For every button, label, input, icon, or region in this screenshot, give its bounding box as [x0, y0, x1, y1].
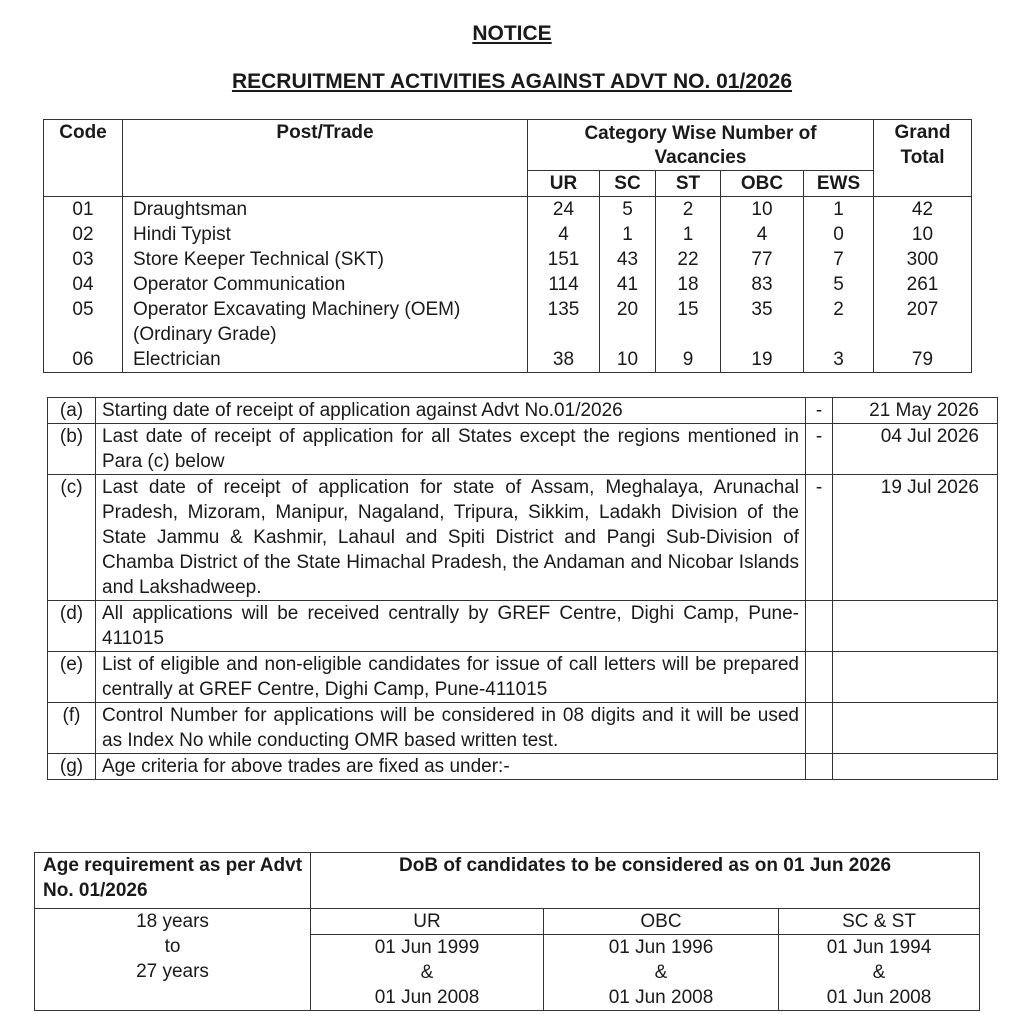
table-row	[44, 297, 972, 347]
schedule-label: (e)	[48, 652, 96, 703]
schedule-text: Starting date of receipt of application against Advt No.01/2026	[96, 398, 806, 424]
table-row	[44, 272, 972, 297]
cell-st: 15	[656, 297, 721, 347]
schedule-row-e	[48, 652, 998, 703]
cell-ews: 5	[804, 272, 874, 297]
schedule-date	[833, 652, 998, 703]
age-range	[35, 909, 311, 1011]
schedule-label: (c)	[48, 475, 96, 601]
age-header-right: DoB of candidates to be considered as on 01 Jun 2026	[311, 853, 980, 909]
table-row	[44, 222, 972, 247]
cell-st: 2	[656, 197, 721, 223]
cell-st: 1	[656, 222, 721, 247]
header-code: Code	[44, 120, 123, 197]
cell-ews: 3	[804, 347, 874, 373]
dob-to: 01 Jun 2008	[826, 987, 932, 1008]
cell-total: 261	[874, 272, 972, 297]
cell-st: 9	[656, 347, 721, 373]
schedule-dash: -	[806, 398, 833, 424]
cell-obc: 83	[721, 272, 804, 297]
schedule-label: (b)	[48, 424, 96, 475]
cell-obc: 77	[721, 247, 804, 272]
document-subtitle: RECRUITMENT ACTIVITIES AGAINST ADVT NO. 01/2026	[231, 70, 793, 93]
header-ur: UR	[528, 171, 600, 197]
schedule-text: Last date of receipt of application for all States except the regions mentioned in Para (c) below	[96, 424, 806, 475]
cell-ews: 7	[804, 247, 874, 272]
cell-post: Operator Communication	[123, 272, 528, 297]
cell-st: 18	[656, 272, 721, 297]
dob-to: 01 Jun 2008	[608, 987, 714, 1008]
cell-ur: 4	[528, 222, 600, 247]
cell-sc: 10	[600, 347, 656, 373]
schedule-label: (a)	[48, 398, 96, 424]
dob-obc	[544, 935, 779, 1011]
cell-ur: 114	[528, 272, 600, 297]
age-to: 27 years	[136, 961, 209, 982]
schedule-date	[833, 703, 998, 754]
schedule-text: List of eligible and non-eligible candidates for issue of call letters will be prepared centrally at GREF Centre, Dighi Camp, Pune-411015	[96, 652, 806, 703]
header-post-trade: Post/Trade	[123, 120, 528, 197]
dob-to: 01 Jun 2008	[374, 987, 480, 1008]
header-grand-line2: Total	[900, 147, 945, 168]
cell-obc: 19	[721, 347, 804, 373]
cell-total: 10	[874, 222, 972, 247]
age-table	[34, 852, 980, 1011]
schedule-date: 19 Jul 2026	[833, 475, 998, 601]
schedule-text: Age criteria for above trades are fixed as under:-	[96, 754, 806, 780]
schedule-dash	[806, 703, 833, 754]
header-sc: SC	[600, 171, 656, 197]
age-from: 18 years	[136, 911, 209, 932]
dob-from: 01 Jun 1999	[374, 937, 480, 958]
cell-ews: 2	[804, 297, 874, 347]
dob-amp: &	[654, 962, 668, 983]
schedule-row-a	[48, 398, 998, 424]
cell-post: Hindi Typist	[123, 222, 528, 247]
schedule-text: Control Number for applications will be considered in 08 digits and it will be used as Index No while conducting OMR based written test.	[96, 703, 806, 754]
notice-title: NOTICE	[472, 22, 552, 45]
cell-st: 22	[656, 247, 721, 272]
schedule-row-d	[48, 601, 998, 652]
schedule-table	[47, 397, 998, 780]
cell-post	[123, 297, 528, 347]
cell-total: 79	[874, 347, 972, 373]
table-row	[44, 247, 972, 272]
age-col-obc: OBC	[544, 909, 779, 935]
cell-obc: 10	[721, 197, 804, 223]
age-header-left: Age requirement as per Advt No. 01/2026	[35, 853, 311, 909]
table-row	[44, 347, 972, 373]
cell-code: 04	[44, 272, 123, 297]
dob-from: 01 Jun 1994	[826, 937, 932, 958]
cell-sc: 43	[600, 247, 656, 272]
schedule-dash: -	[806, 424, 833, 475]
cell-total: 300	[874, 247, 972, 272]
cell-total: 42	[874, 197, 972, 223]
cell-sc: 20	[600, 297, 656, 347]
age-col-sc-st: SC & ST	[779, 909, 980, 935]
header-category-wise	[528, 120, 874, 171]
cell-ur: 151	[528, 247, 600, 272]
schedule-dash	[806, 754, 833, 780]
header-ews: EWS	[804, 171, 874, 197]
dob-amp: &	[872, 962, 886, 983]
dob-from: 01 Jun 1996	[608, 937, 714, 958]
vacancy-table	[43, 119, 972, 373]
schedule-dash	[806, 652, 833, 703]
header-grand-line1: Grand	[894, 122, 951, 143]
schedule-date: 04 Jul 2026	[833, 424, 998, 475]
cell-ur: 24	[528, 197, 600, 223]
dob-amp: &	[420, 962, 434, 983]
header-st: ST	[656, 171, 721, 197]
schedule-date: 21 May 2026	[833, 398, 998, 424]
cell-sc: 41	[600, 272, 656, 297]
cell-ews: 1	[804, 197, 874, 223]
schedule-label: (f)	[48, 703, 96, 754]
schedule-text: All applications will be received centrally by GREF Centre, Dighi Camp, Pune-411015	[96, 601, 806, 652]
cell-obc: 4	[721, 222, 804, 247]
cell-post: Draughtsman	[123, 197, 528, 223]
age-to-word: to	[164, 936, 181, 957]
schedule-label: (d)	[48, 601, 96, 652]
cell-sc: 5	[600, 197, 656, 223]
dob-ur	[311, 935, 544, 1011]
schedule-date	[833, 601, 998, 652]
schedule-row-g	[48, 754, 998, 780]
cell-code: 03	[44, 247, 123, 272]
schedule-label: (g)	[48, 754, 96, 780]
header-obc: OBC	[721, 171, 804, 197]
cell-obc: 35	[721, 297, 804, 347]
cell-sc: 1	[600, 222, 656, 247]
cell-ews: 0	[804, 222, 874, 247]
cell-total: 207	[874, 297, 972, 347]
header-grand-total	[874, 120, 972, 197]
schedule-text: Last date of receipt of application for state of Assam, Meghalaya, Arunachal Pradesh, Mizoram, Manipur, Nagaland, Tripura, Sikkim, Ladakh Division of the State Jammu & Kashmir, Lahaul and Spiti District and Pangi Sub-Division of Chamba District of the State Himachal Pradesh, the Andaman and Nicobar Islands and Lakshadweep.	[96, 475, 806, 601]
cell-ur: 135	[528, 297, 600, 347]
header-category-line1: Category Wise Number of	[584, 123, 817, 144]
cell-post-line2: (Ordinary Grade)	[133, 324, 277, 345]
cell-post: Store Keeper Technical (SKT)	[123, 247, 528, 272]
schedule-dash	[806, 601, 833, 652]
schedule-row-b	[48, 424, 998, 475]
cell-code: 06	[44, 347, 123, 373]
cell-post: Electrician	[123, 347, 528, 373]
schedule-row-f	[48, 703, 998, 754]
cell-code: 05	[44, 297, 123, 347]
cell-post-line1: Operator Excavating Machinery (OEM)	[133, 299, 461, 320]
schedule-date	[833, 754, 998, 780]
table-row	[44, 197, 972, 223]
cell-code: 02	[44, 222, 123, 247]
age-col-ur: UR	[311, 909, 544, 935]
header-category-line2: Vacancies	[654, 147, 747, 168]
cell-code: 01	[44, 197, 123, 223]
schedule-row-c	[48, 475, 998, 601]
dob-sc-st	[779, 935, 980, 1011]
schedule-dash: -	[806, 475, 833, 601]
cell-ur: 38	[528, 347, 600, 373]
